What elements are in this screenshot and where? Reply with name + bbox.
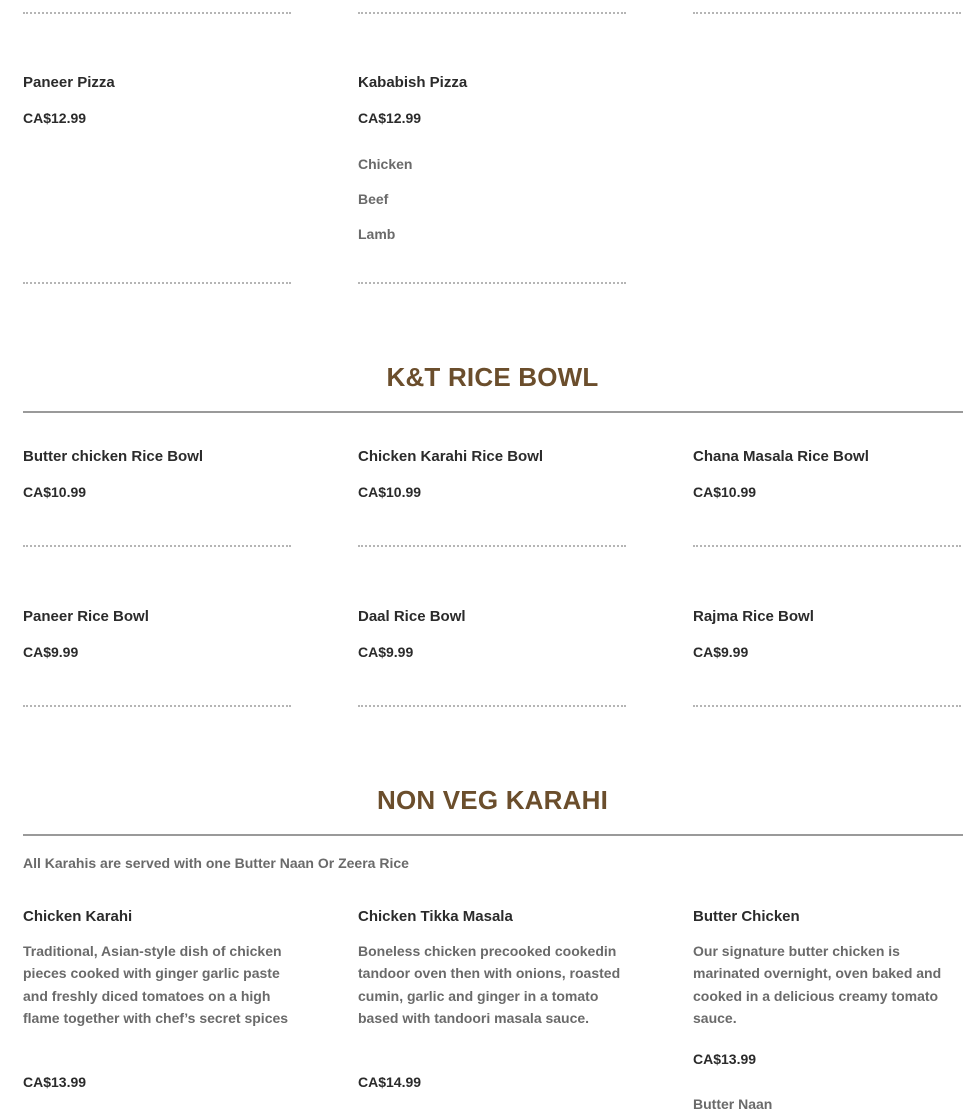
menu-item-price: CA$10.99 [693, 484, 757, 500]
menu-item-name[interactable]: Butter chicken Rice Bowl [23, 448, 204, 465]
menu-item-price: CA$10.99 [23, 484, 87, 500]
menu-item-name[interactable]: Chana Masala Rice Bowl [693, 448, 869, 465]
menu-item-price: CA$13.99 [693, 1051, 757, 1067]
menu-item-description: Traditional, Asian-style dish of chicken pieces cooked with ginger garlic paste and freshly diced tomatoes on a high flame together with chef’s secret spices [23, 943, 289, 1026]
item-separator [23, 545, 291, 547]
section-divider [23, 411, 963, 413]
menu-item-name[interactable]: Paneer Pizza [23, 74, 115, 91]
menu-item-name[interactable]: Paneer Rice Bowl [23, 608, 149, 625]
menu-item-price: CA$10.99 [358, 484, 422, 500]
item-separator [23, 12, 291, 14]
item-separator [693, 12, 961, 14]
menu-item-price: CA$9.99 [358, 644, 414, 660]
menu-item-price: CA$12.99 [358, 110, 422, 126]
menu-item-description: Our signature butter chicken is marinated overnight, oven baked and cooked in a delicious creamy tomato sauce. [693, 943, 942, 1026]
menu-item-price: CA$12.99 [23, 110, 87, 126]
section-title: K&T RICE BOWL [386, 362, 599, 392]
menu-item-price: CA$14.99 [358, 1074, 422, 1090]
item-separator [358, 705, 626, 707]
menu-item-name[interactable]: Butter Chicken [693, 908, 800, 925]
item-separator [23, 705, 291, 707]
item-separator [358, 12, 626, 14]
section-divider [23, 834, 963, 836]
menu-item-name[interactable]: Chicken Tikka Masala [358, 908, 513, 925]
menu-item-price: CA$13.99 [23, 1074, 87, 1090]
item-separator [23, 282, 291, 284]
menu-item-name[interactable]: Chicken Karahi Rice Bowl [358, 448, 544, 465]
item-separator [358, 282, 626, 284]
menu-item-option[interactable]: Beef [358, 191, 389, 207]
item-separator [693, 705, 961, 707]
menu-item-option[interactable]: Lamb [358, 226, 396, 242]
menu-item-name[interactable]: Kababish Pizza [358, 74, 468, 91]
menu-item-name[interactable]: Daal Rice Bowl [358, 608, 466, 625]
menu-item-name[interactable]: Rajma Rice Bowl [693, 608, 814, 625]
menu-item-price: CA$9.99 [23, 644, 79, 660]
menu-item-option[interactable]: Chicken [358, 156, 413, 172]
section-title: NON VEG KARAHI [376, 785, 609, 815]
menu-item-name[interactable]: Chicken Karahi [23, 908, 133, 925]
menu-item-description: Boneless chicken precooked cookedin tandoor oven then with onions, roasted cumin, garlic and ginger in a tomato based with tandoori masala sauce. [358, 943, 621, 1026]
item-separator [358, 545, 626, 547]
section-note: All Karahis are served with one Butter Naan Or Zeera Rice [23, 855, 409, 871]
menu-item-option[interactable]: Butter Naan [693, 1096, 773, 1112]
menu-item-price: CA$9.99 [693, 644, 749, 660]
item-separator [693, 545, 961, 547]
